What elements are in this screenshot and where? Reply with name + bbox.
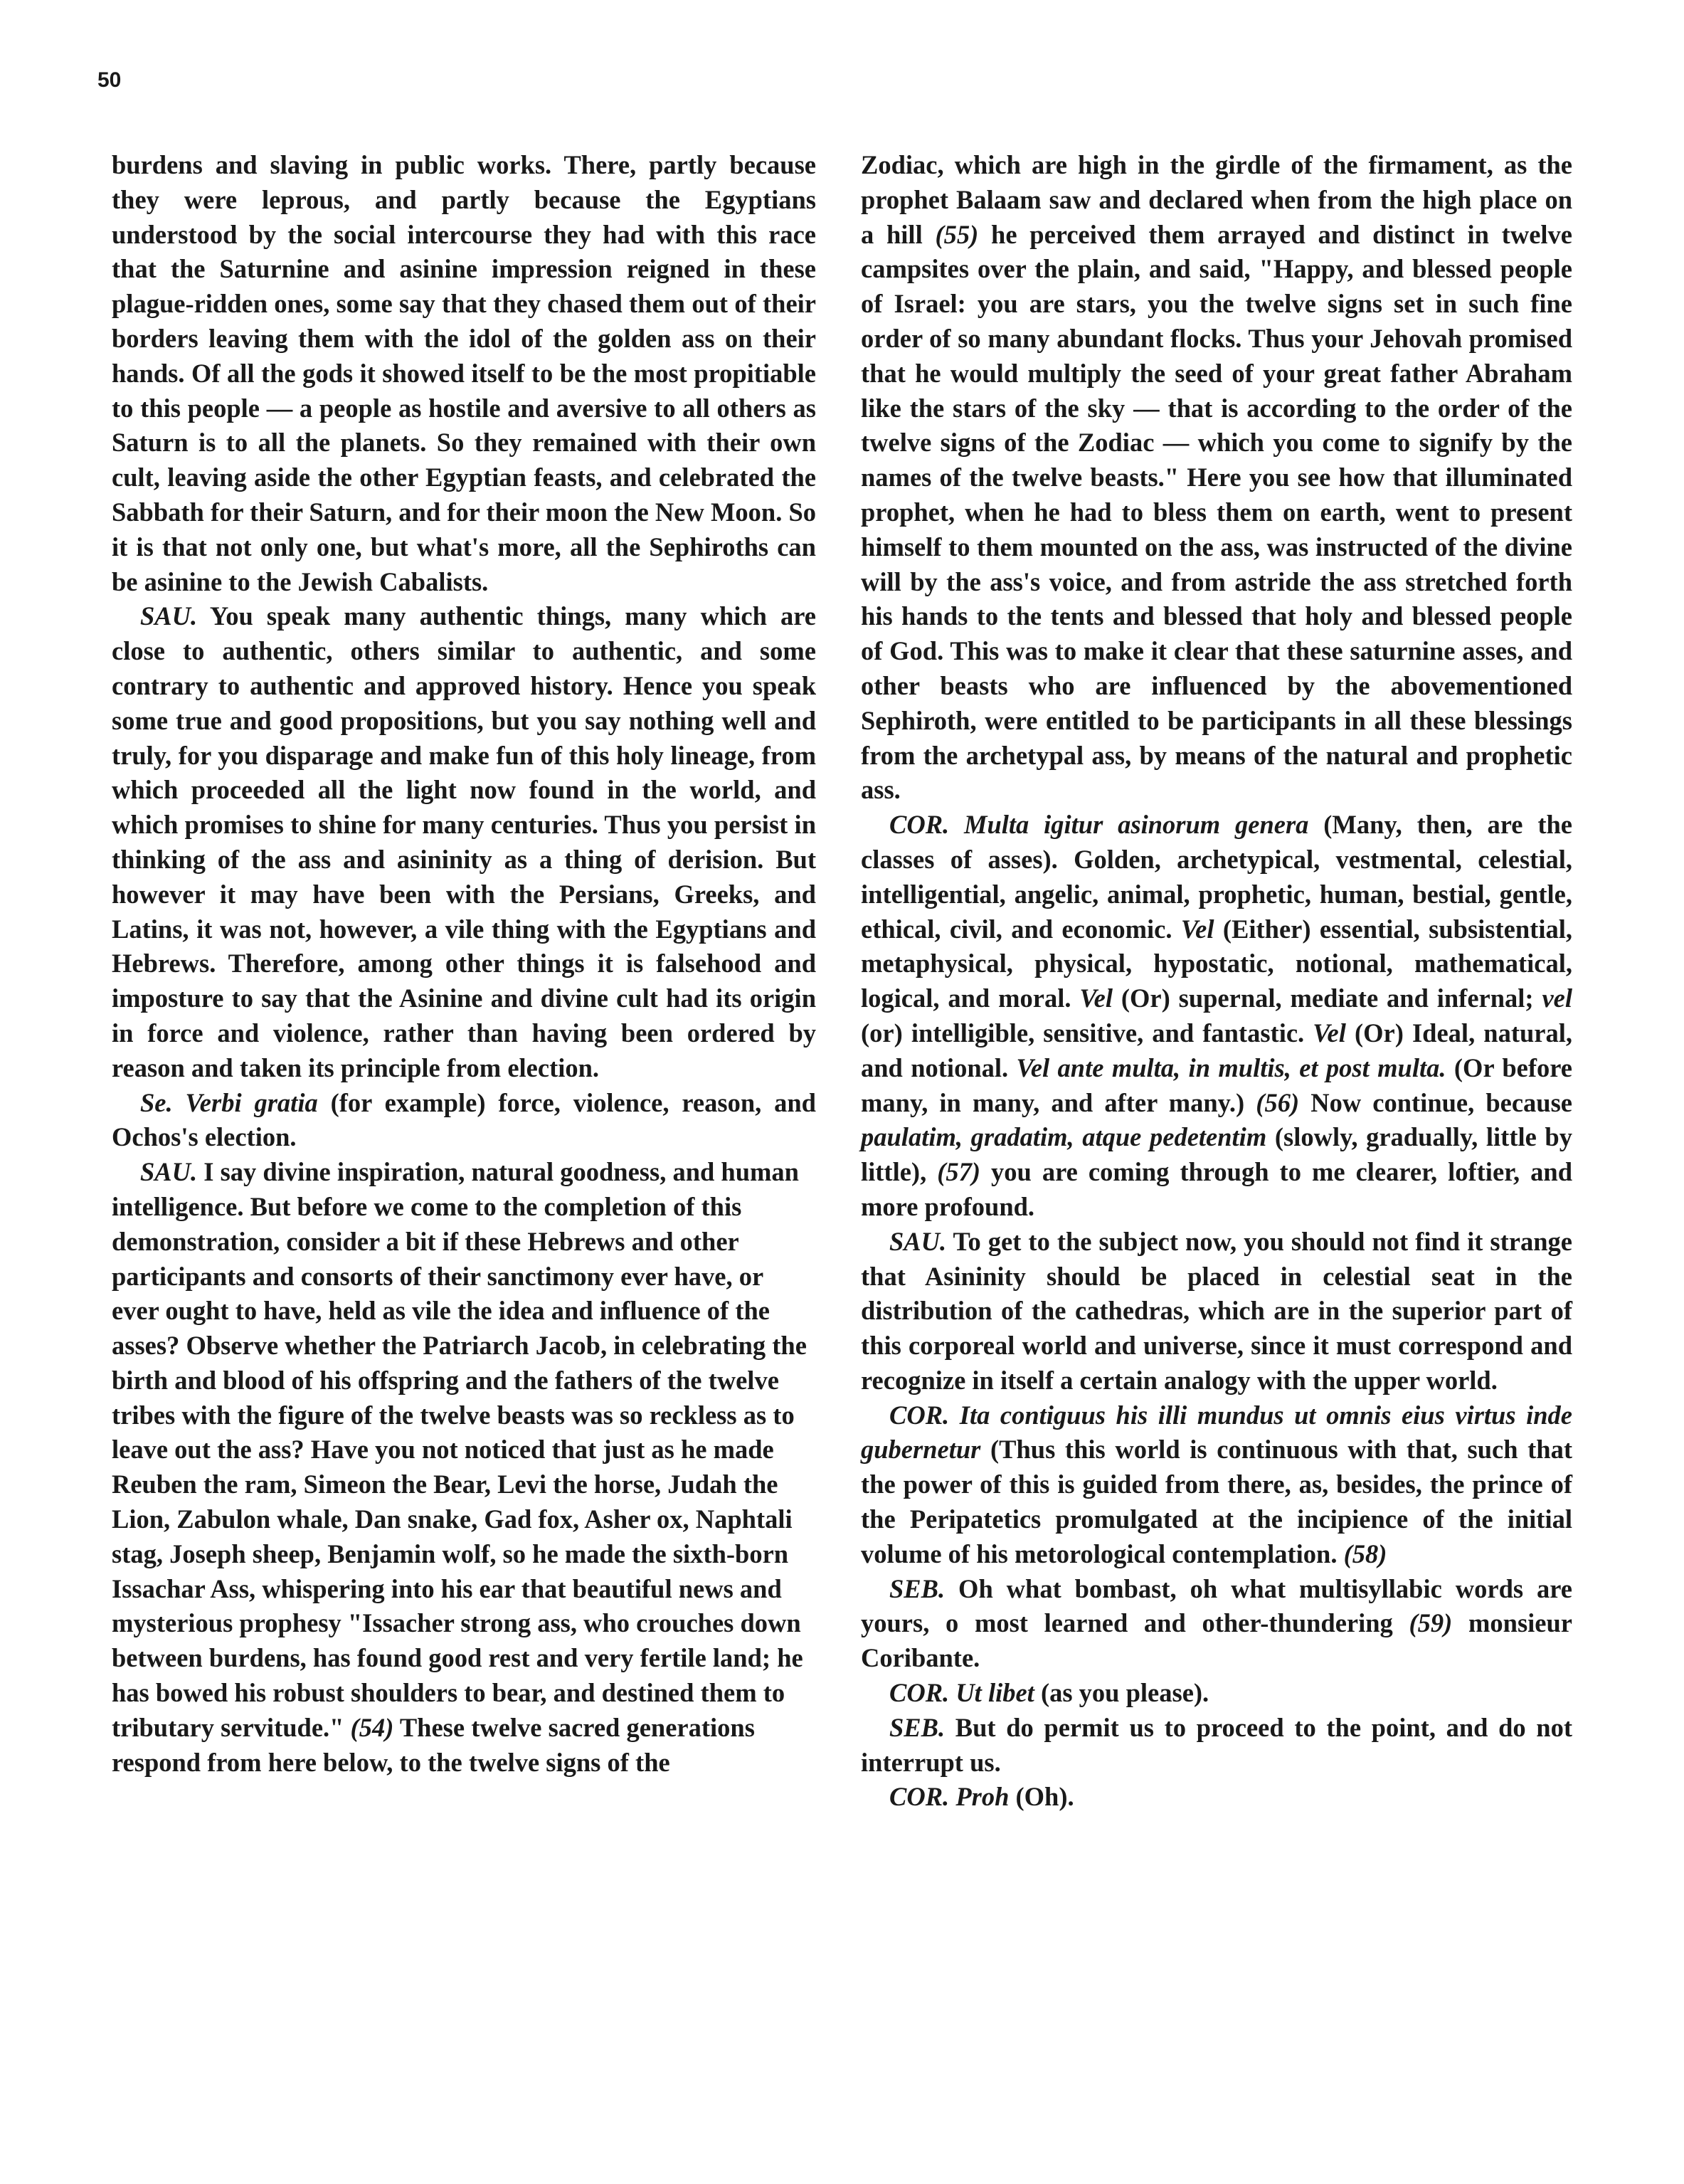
latin-phrase: Vel: [1180, 914, 1214, 944]
paragraph-text: You speak many authentic things, many which are close to authentic, others similar to authentic, and some contrary to authentic and approved history. Hence you speak some true and good propositions, but you say nothing well and truly, for you disparage and make fun of this holy lineage, from which proceeded all the light now found in the world, and which promises to shine for many centuries. Thus you persist in thinking of the ass and asininity as a thing of derision. But however it may have been with the Persians, Greeks, and Latins, it was not, however, a vile thing with the Egyptians and Hebrews. Therefore, among other things it is falsehood and imposture to say that the Asinine and divine cult had its origin in force and violence, rather than having been ordered by reason and taken its principle from election.: [112, 601, 816, 1082]
paragraph-text: (Many, then, are the classes of asses). Golden, archetypical, vestmental, celestial, intelligential, angelic, animal, prophetic, human, bestial, gentle, ethical, civil, and economic.: [861, 810, 1572, 944]
paragraph: [112, 1155, 816, 1780]
paragraph-text: I say divine inspiration, natural goodness, and human intelligence. But before we come to the completion of this demonstration, consider a bit if these Hebrews and other participants and consorts of their sanctimony ever have, or ever ought to have, held as vile the idea and influence of the asses? Observe whether the Patriarch Jacob, in celebrating the birth and blood of his offspring and the fathers of the twelve tribes with the figure of the twelve beasts was so reckless as to leave out the ass? Have you not noticed that just as he made Reuben the ram, Simeon the Bear, Levi the horse, Judah the Lion, Zabulon whale, Dan snake, Gad fox, Asher ox, Naphtali stag, Joseph sheep, Benjamin wolf, so he made the sixth-born Issachar Ass, whispering into his ear that beautiful news and mysterious prophesy "Issacher strong ass, who crouches down between burdens, has found good rest and very fertile land; he has bowed his robust shoulders to bear, and destined them to tributary servitude.": [112, 1157, 807, 1742]
note-reference: (56): [1256, 1087, 1300, 1117]
paragraph-text: Now continue, because: [1299, 1087, 1572, 1117]
speaker-label: SAU.: [889, 1226, 947, 1256]
paragraph-text: monsieur Coribante.: [861, 1608, 1572, 1673]
paragraph: [861, 1398, 1572, 1572]
speaker-label: Se.: [140, 1087, 173, 1117]
note-reference: (59): [1409, 1608, 1453, 1638]
note-reference: (54): [344, 1712, 394, 1742]
paragraph: [861, 1225, 1572, 1398]
paragraph-text: Zodiac, which are high in the girdle of the firmament, as the prophet Balaam saw and declared when from the high place on a hill: [861, 150, 1572, 249]
paragraph-text: (slowly, gradually, little by little),: [861, 1122, 1572, 1187]
speaker-label: COR.: [889, 1678, 950, 1708]
latin-phrase: vel: [1542, 983, 1573, 1013]
right-column: [861, 148, 1572, 1815]
paragraph-text: (as you please).: [1034, 1678, 1209, 1708]
paragraph-text: (or) intelligible, sensitive, and fantastic.: [861, 1018, 1313, 1048]
speaker-label: COR.: [889, 1400, 950, 1430]
paragraph: [861, 1780, 1572, 1815]
latin-phrase: Vel: [1079, 983, 1113, 1013]
left-column: [112, 148, 816, 1780]
latin-phrase: Proh: [949, 1782, 1010, 1812]
page-number: 50: [97, 68, 122, 92]
paragraph-text: But do permit us to proceed to the point, and do not interrupt us.: [861, 1712, 1572, 1777]
paragraph: [112, 1086, 816, 1156]
note-reference: (57): [937, 1157, 981, 1187]
paragraph-text: Oh what bombast, oh what multisyllabic words are yours, o most learned and other-thundering: [861, 1573, 1572, 1638]
paragraph: [861, 1711, 1572, 1781]
paragraph-text: (Oh).: [1009, 1782, 1074, 1812]
paragraph: [861, 1572, 1572, 1676]
speaker-label: SAU.: [140, 601, 198, 631]
paragraph-text: (Or) Ideal, natural, and notional.: [861, 1018, 1572, 1082]
paragraph-text: To get to the subject now, you should not find it strange that Asininity should be placed in celestial seat in the distribution of the cathedras, which are in the superior part of this corporeal world and universe, since it must correspond and recognize in itself a certain analogy with the upper world.: [861, 1226, 1572, 1395]
latin-phrase: Multa igitur asinorum genera: [949, 810, 1309, 840]
latin-phrase: paulatim, gradatim, atque pedetentim: [861, 1122, 1267, 1152]
latin-phrase: Ita contiguus his illi mundus ut omnis eius virtus inde gubernetur: [861, 1400, 1572, 1465]
paragraph-text: burdens and slaving in public works. There, partly because they were leprous, and partly because the Egyptians understood by the social intercourse they had with this race that the Saturnine and asinine impression reigned in these plague-ridden ones, some say that they chased them out of their borders leaving them with the idol of the golden ass on their hands. Of all the gods it showed itself to be the most propitiable to this people — a people as hostile and aversive to all others as Saturn is to all the planets. So they remained with their own cult, leaving aside the other Egyptian feasts, and celebrated the Sabbath for their Saturn, and for their moon the New Moon. So it is that not only one, but what's more, all the Sephiroths can be asinine to the Jewish Cabalists.: [112, 150, 816, 596]
paragraph-text: he perceived them arrayed and distinct in twelve campsites over the plain, and said, "Happy, and blessed people of Israel: you are stars, you the twelve signs set in such fine order of so many abundant flocks. Thus your Jehovah promised that he would multiply the seed of your great father Abraham like the stars of the sky — that is according to the order of the twelve signs of the Zodiac — which you come to signify by the names of the twelve beasts." Here you see how that illuminated prophet, when he had to bless them on earth, went to present himself to them mounted on the ass, was instructed of the divine will by the ass's voice, and from astride the ass stretched forth his hands to the tents and blessed that holy and blessed people of God. This was to make it clear that these saturnine asses, and other beasts who are influenced by the abovementioned Sephiroth, were entitled to be participants in all these blessings from the archetypal ass, by means of the natural and prophetic ass.: [861, 219, 1572, 805]
paragraph-text: These twelve sacred generations respond from here below, to the twelve signs of the: [112, 1712, 755, 1777]
paragraph-text: (Thus this world is continuous with that, such that the power of this is guided from there, as, besides, the prince of the Peripatetics promulgated at the incipience of the initial volume of his metorological contemplation.: [861, 1435, 1572, 1568]
paragraph: [861, 1676, 1572, 1711]
latin-phrase: Vel: [1313, 1018, 1346, 1048]
paragraph-text: (Or before many, in many, and after many.): [861, 1053, 1573, 1117]
paragraph: [112, 148, 816, 599]
speaker-label: COR.: [889, 1782, 950, 1812]
speaker-label: COR.: [889, 810, 950, 840]
speaker-label: SEB.: [889, 1712, 946, 1742]
paragraph: [861, 808, 1572, 1225]
paragraph-text: you are coming through to me clearer, loftier, and more profound.: [861, 1157, 1572, 1221]
latin-phrase: Verbi gratia: [172, 1087, 318, 1117]
latin-phrase: Ut libet: [949, 1678, 1034, 1708]
paragraph: [112, 599, 816, 1085]
latin-phrase: Vel ante multa, in multis, et post multa.: [1016, 1053, 1446, 1082]
paragraph: [861, 148, 1572, 808]
note-reference: (58): [1343, 1539, 1387, 1568]
speaker-label: SEB.: [889, 1573, 946, 1603]
speaker-label: SAU.: [140, 1157, 198, 1187]
paragraph-text: (Either) essential, subsistential, metaphysical, physical, hypostatic, notional, mathematical, logical, and moral.: [861, 914, 1572, 1013]
paragraph-text: (Or) supernal, mediate and infernal;: [1112, 983, 1542, 1013]
paragraph-text: (for example) force, violence, reason, and Ochos's election.: [112, 1087, 816, 1152]
note-reference: (55): [935, 219, 979, 249]
